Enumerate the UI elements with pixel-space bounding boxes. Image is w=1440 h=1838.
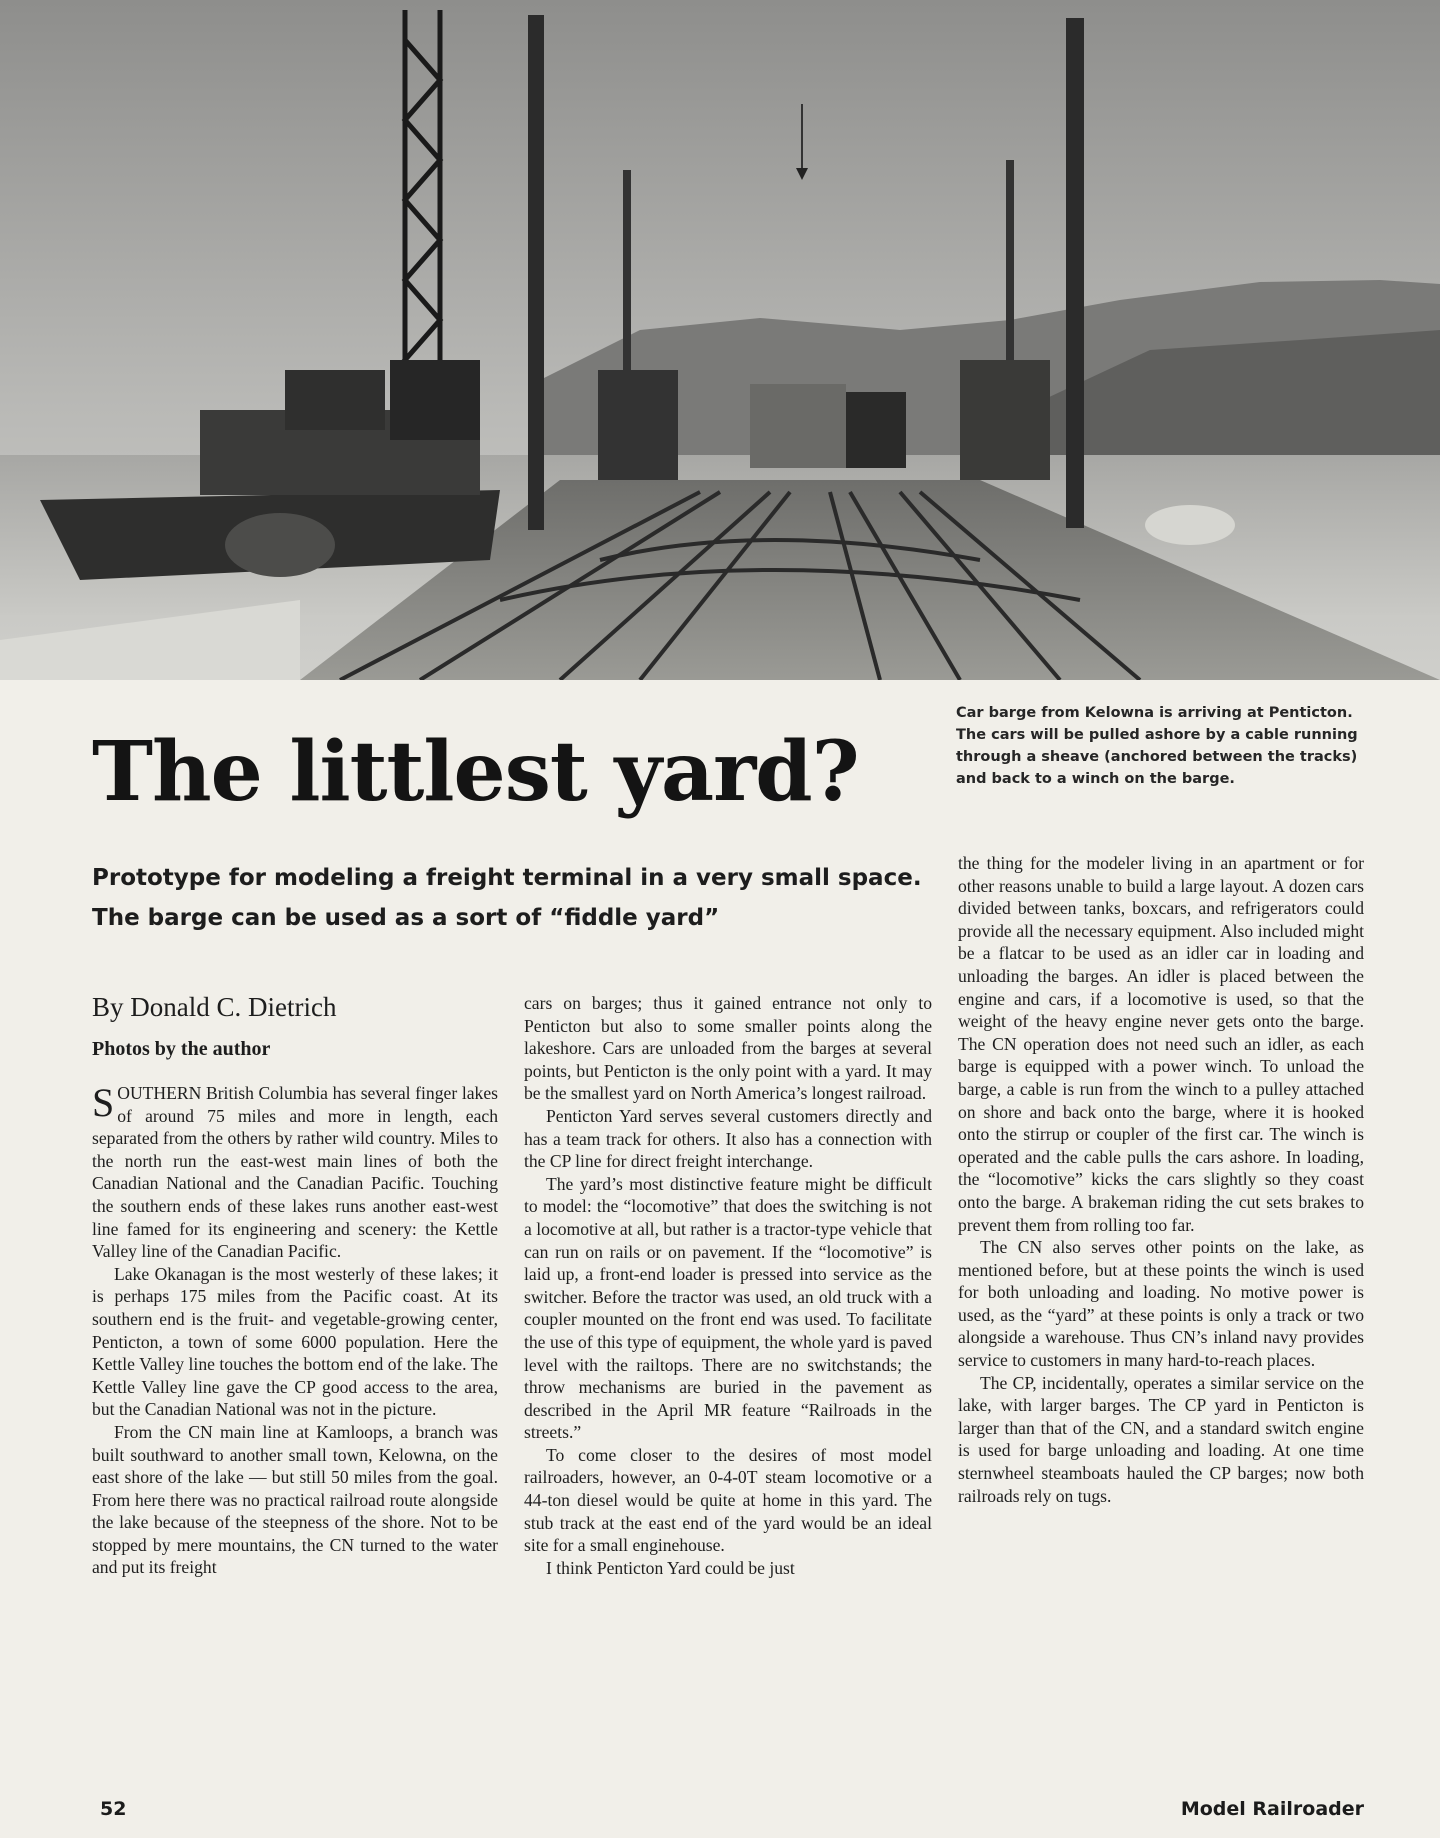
body-paragraph: The CN also serves other points on the lake, as mentioned before, but at these points the winch is used for both unloading and loading. No motive power is used, as the “yard” at these points is only a track or two alongside a warehouse. Thus CN’s inland navy provides service to customers in many hard-to-reach places. <box>958 1237 1364 1371</box>
transfer-tower <box>960 360 1050 480</box>
page-number: 52 <box>100 1798 127 1820</box>
body-paragraph: I think Penticton Yard could be just <box>546 1557 795 1578</box>
body-paragraph: cars on barges; thus it gained entrance not only to Penticton but also to some smaller points along the lakeshore. Cars are unloaded from the barges at several points, but Penticton is the only point with a yard. It may be the smallest yard on North America’s longest railroad. <box>524 993 932 1104</box>
body-paragraph: To come closer to the desires of most model railroaders, however, an 0-4-0T steam locomotive or a 44-ton diesel would be quite at home in this yard. The stub track at the east end of the yard would be an ideal site for a small enginehouse. <box>524 1444 932 1556</box>
transfer-tower <box>598 370 678 480</box>
body-paragraph: Penticton Yard serves several customers directly and has a team track for others. It also has a connection with the CP line for direct freight interchange. <box>524 1105 932 1172</box>
body-column-3 <box>958 852 1364 1507</box>
utility-pole <box>528 15 544 530</box>
body-paragraph: SOUTHERN British Columbia has several finger lakes of around 75 miles and more in length, each separated from the others by rather wild country. Miles to the north run the east-west main lines of both the Canadian National and the Canadian Pacific. Touching the southern ends of these lakes runs another east-west line famed for its engineering and scenery: the Kettle Valley line of the Canadian Pacific. <box>92 1080 498 1262</box>
body-column-1 <box>92 1082 498 1579</box>
body-paragraph: the thing for the modeler living in an apartment or for other reasons unable to build a large layout. A dozen cars divided between tanks, boxcars, and refrigerators could provide all the necessary equipment. Also included might be a flatcar to be used as an idler car in loading and unloading the barges. An idler is placed between the engine and cars, if a locomotive is used, so that the weight of the heavy engine never gets onto the barge. The CN operation does not need such an idler, as each barge is equipped with a power winch. To unload the barge, a cable is run from the winch to a pulley attached on shore and back onto the barge, where it is hooked onto the stirrup or coupler of the first car. The winch is operated and the cable pulls the cars ashore. In loading, the “locomotive” kicks the cars slightly so they coast onto the barge. A brakeman riding the cut sets brakes to prevent them from rolling too far. <box>958 853 1364 1235</box>
article-deck: Prototype for modeling a freight terminal in a very small space. The barge can be used as a sort of “fiddle yard” <box>92 865 922 931</box>
drop-cap: S <box>92 1080 115 1125</box>
utility-pole <box>1066 18 1084 528</box>
body-paragraph: Lake Okanagan is the most westerly of these lakes; it is perhaps 175 miles from the Pacific coast. At its southern end is the fruit- and vegetable-growing center, Penticton, a town of some 6000 population. Here the Kettle Valley line touches the bottom end of the lake. The Kettle Valley line gave the CP good access to the area, but the Canadian National was not in the picture. <box>92 1263 498 1420</box>
magazine-name: Model Railroader <box>1180 1798 1364 1820</box>
body-paragraph: The yard’s most distinctive feature might be difficult to model: the “locomotive” that does the switching is not a locomotive at all, but rather is a tractor-type vehicle that can run on rails or on pavement. If the “locomotive” is laid up, a front-end loader is pressed into service as the switcher. Before the tractor was used, an old truck with a coupler mounted on the front end was used. To facilitate the use of this type of equipment, the whole yard is paved level with the railtops. There are no switchstands; the throw mechanisms are buried in the pavement as described in the April MR feature “Railroads in the streets.” <box>524 1173 932 1443</box>
boxcar <box>750 384 846 468</box>
author-byline: By Donald C. Dietrich <box>92 992 337 1022</box>
photo-caption: Car barge from Kelowna is arriving at Penticton. The cars will be pulled ashore by a cable running through a sheave (anchored between the tracks) and back to a winch on the barge. <box>956 705 1358 787</box>
photo-credit: Photos by the author <box>92 1038 271 1060</box>
body-paragraph: The CP, incidentally, operates a similar service on the lake, with larger barges. The CP yard in Penticton is larger than that of the CN, and a standard switch engine is used for barge unloading and loading. At one time sternwheel steamboats hauled the CP barges; now both railroads rely on tugs. <box>958 1372 1364 1506</box>
body-paragraph: From the CN main line at Kamloops, a branch was built southward to another small town, Kelowna, on the east shore of the lake — but still 50 miles from the goal. From here there was no practical railroad route alongside the lake because of the steepness of the shore. Not to be stopped by mere mountains, the CN turned to the water and put its freight <box>92 1421 498 1578</box>
barge-photo <box>0 0 1440 680</box>
body-column-2 <box>524 992 932 1579</box>
tank-car <box>846 392 906 468</box>
photo-illustration <box>0 0 1440 680</box>
article-title: The littlest yard? <box>92 724 859 820</box>
